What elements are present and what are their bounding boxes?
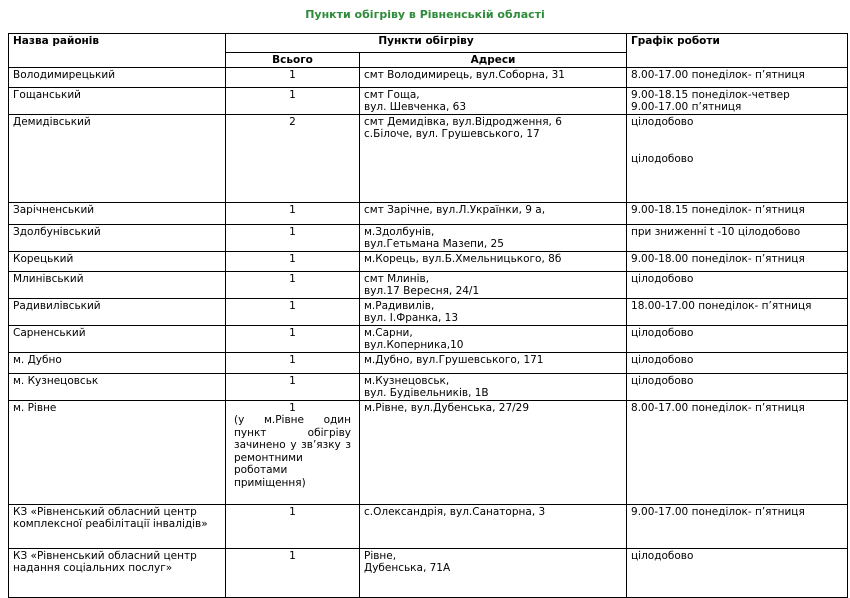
schedule-cell: 9.00-18.15 понеділок- п’ятниця [627, 202, 848, 224]
table-row [9, 373, 848, 400]
total-cell [226, 271, 360, 298]
total-value: 1 [289, 299, 296, 312]
address-cell: м.Радивилів, вул. І.Франка, 13 [360, 298, 627, 325]
address-cell: смт Гоща, вул. Шевченка, 63 [360, 87, 627, 114]
address-cell: смт Володимирець, вул.Соборна, 31 [360, 67, 627, 87]
schedule-cell: 8.00-17.00 понеділок- п’ятниця [627, 67, 848, 87]
district-cell: КЗ «Рівненський обласний центр комплексної реабілітації інвалідів» [9, 504, 226, 548]
table-row [9, 400, 848, 504]
district-cell: Демидівський [9, 114, 226, 202]
total-cell [226, 202, 360, 224]
header-total: Всього [226, 53, 360, 68]
address-cell: м.Дубно, вул.Грушевського, 171 [360, 352, 627, 373]
total-cell [226, 114, 360, 202]
address-cell: м.Рівне, вул.Дубенська, 27/29 [360, 400, 627, 504]
district-cell: Зарічненський [9, 202, 226, 224]
district-cell: Млинівський [9, 271, 226, 298]
schedule-cell: цілодобово [627, 325, 848, 352]
schedule-cell: цілодобово цілодобово [627, 114, 848, 202]
district-cell: Гощанський [9, 87, 226, 114]
total-value: 1 [289, 272, 296, 285]
district-cell: Сарненський [9, 325, 226, 352]
schedule-cell: цілодобово [627, 271, 848, 298]
district-cell: м. Кузнецовськ [9, 373, 226, 400]
total-cell [226, 325, 360, 352]
total-note: (у м.Рівне один пункт обігріву зачинено у зв’язку з ремонтними роботами приміщення) [234, 414, 351, 489]
table-row [9, 548, 848, 597]
schedule-cell: 9.00-18.15 понеділок-четвер 9.00-17.00 п’ятниця [627, 87, 848, 114]
district-cell: м. Дубно [9, 352, 226, 373]
district-cell: Здолбунівський [9, 224, 226, 251]
total-value: 1 [289, 374, 296, 387]
total-value: 1 [289, 203, 296, 216]
total-cell [226, 548, 360, 597]
table-row [9, 87, 848, 114]
total-value: 1 [289, 68, 296, 81]
total-value: 2 [289, 115, 296, 128]
header-address: Адреси [360, 53, 627, 68]
total-cell [226, 87, 360, 114]
header-district: Назва районів [9, 34, 226, 68]
address-cell: смт Зарічне, вул.Л.Українки, 9 а, [360, 202, 627, 224]
total-cell [226, 504, 360, 548]
header-schedule: Графік роботи [627, 34, 848, 68]
district-cell: КЗ «Рівненський обласний центр надання соціальних послуг» [9, 548, 226, 597]
total-value: 1 [289, 549, 296, 562]
table-row [9, 114, 848, 202]
total-value: 1 [289, 225, 296, 238]
schedule-cell: при зниженні t -10 цілодобово [627, 224, 848, 251]
total-cell [226, 373, 360, 400]
district-cell: Радивилівський [9, 298, 226, 325]
table-row [9, 67, 848, 87]
total-cell [226, 298, 360, 325]
table-row [9, 224, 848, 251]
table-row [9, 251, 848, 271]
page-title: Пункти обігріву в Рівненській області [305, 8, 545, 21]
address-cell: смт Млинів, вул.17 Вересня, 24/1 [360, 271, 627, 298]
address-cell: м.Здолбунів, вул.Гетьмана Мазепи, 25 [360, 224, 627, 251]
schedule-cell: 9.00-17.00 понеділок- п’ятниця [627, 504, 848, 548]
table-row [9, 352, 848, 373]
district-cell: м. Рівне [9, 400, 226, 504]
district-cell: Корецький [9, 251, 226, 271]
district-cell: Володимирецький [9, 67, 226, 87]
table-row [9, 325, 848, 352]
total-cell [226, 251, 360, 271]
total-value: 1 [289, 252, 296, 265]
schedule-cell: цілодобово [627, 373, 848, 400]
total-value: 1 [289, 88, 296, 101]
address-cell: с.Олександрія, вул.Санаторна, 3 [360, 504, 627, 548]
table-row [9, 298, 848, 325]
total-cell [226, 400, 360, 504]
total-cell [226, 224, 360, 251]
address-cell: м.Сарни, вул.Коперника,10 [360, 325, 627, 352]
address-cell: м.Кузнецовськ, вул. Будівельників, 1В [360, 373, 627, 400]
schedule-cell: цілодобово [627, 548, 848, 597]
address-cell: Рівне, Дубенська, 71А [360, 548, 627, 597]
total-value: 1 [289, 326, 296, 339]
address-cell: м.Корець, вул.Б.Хмельницького, 8б [360, 251, 627, 271]
total-cell [226, 352, 360, 373]
schedule-cell: цілодобово [627, 352, 848, 373]
schedule-cell: 18.00-17.00 понеділок- п’ятниця [627, 298, 848, 325]
total-value: 1 [289, 353, 296, 366]
schedule-cell: 8.00-17.00 понеділок- п’ятниця [627, 400, 848, 504]
table-row [9, 504, 848, 548]
table-row [9, 202, 848, 224]
table-row [9, 271, 848, 298]
total-value: 1 [289, 401, 296, 414]
total-cell [226, 67, 360, 87]
schedule-cell: 9.00-18.00 понеділок- п’ятниця [627, 251, 848, 271]
total-value: 1 [289, 505, 296, 518]
heating-points-table [8, 33, 848, 598]
header-points: Пункти обігріву [226, 34, 627, 53]
address-cell: смт Демидівка, вул.Відродження, 6 с.Білоче, вул. Грушевського, 17 [360, 114, 627, 202]
